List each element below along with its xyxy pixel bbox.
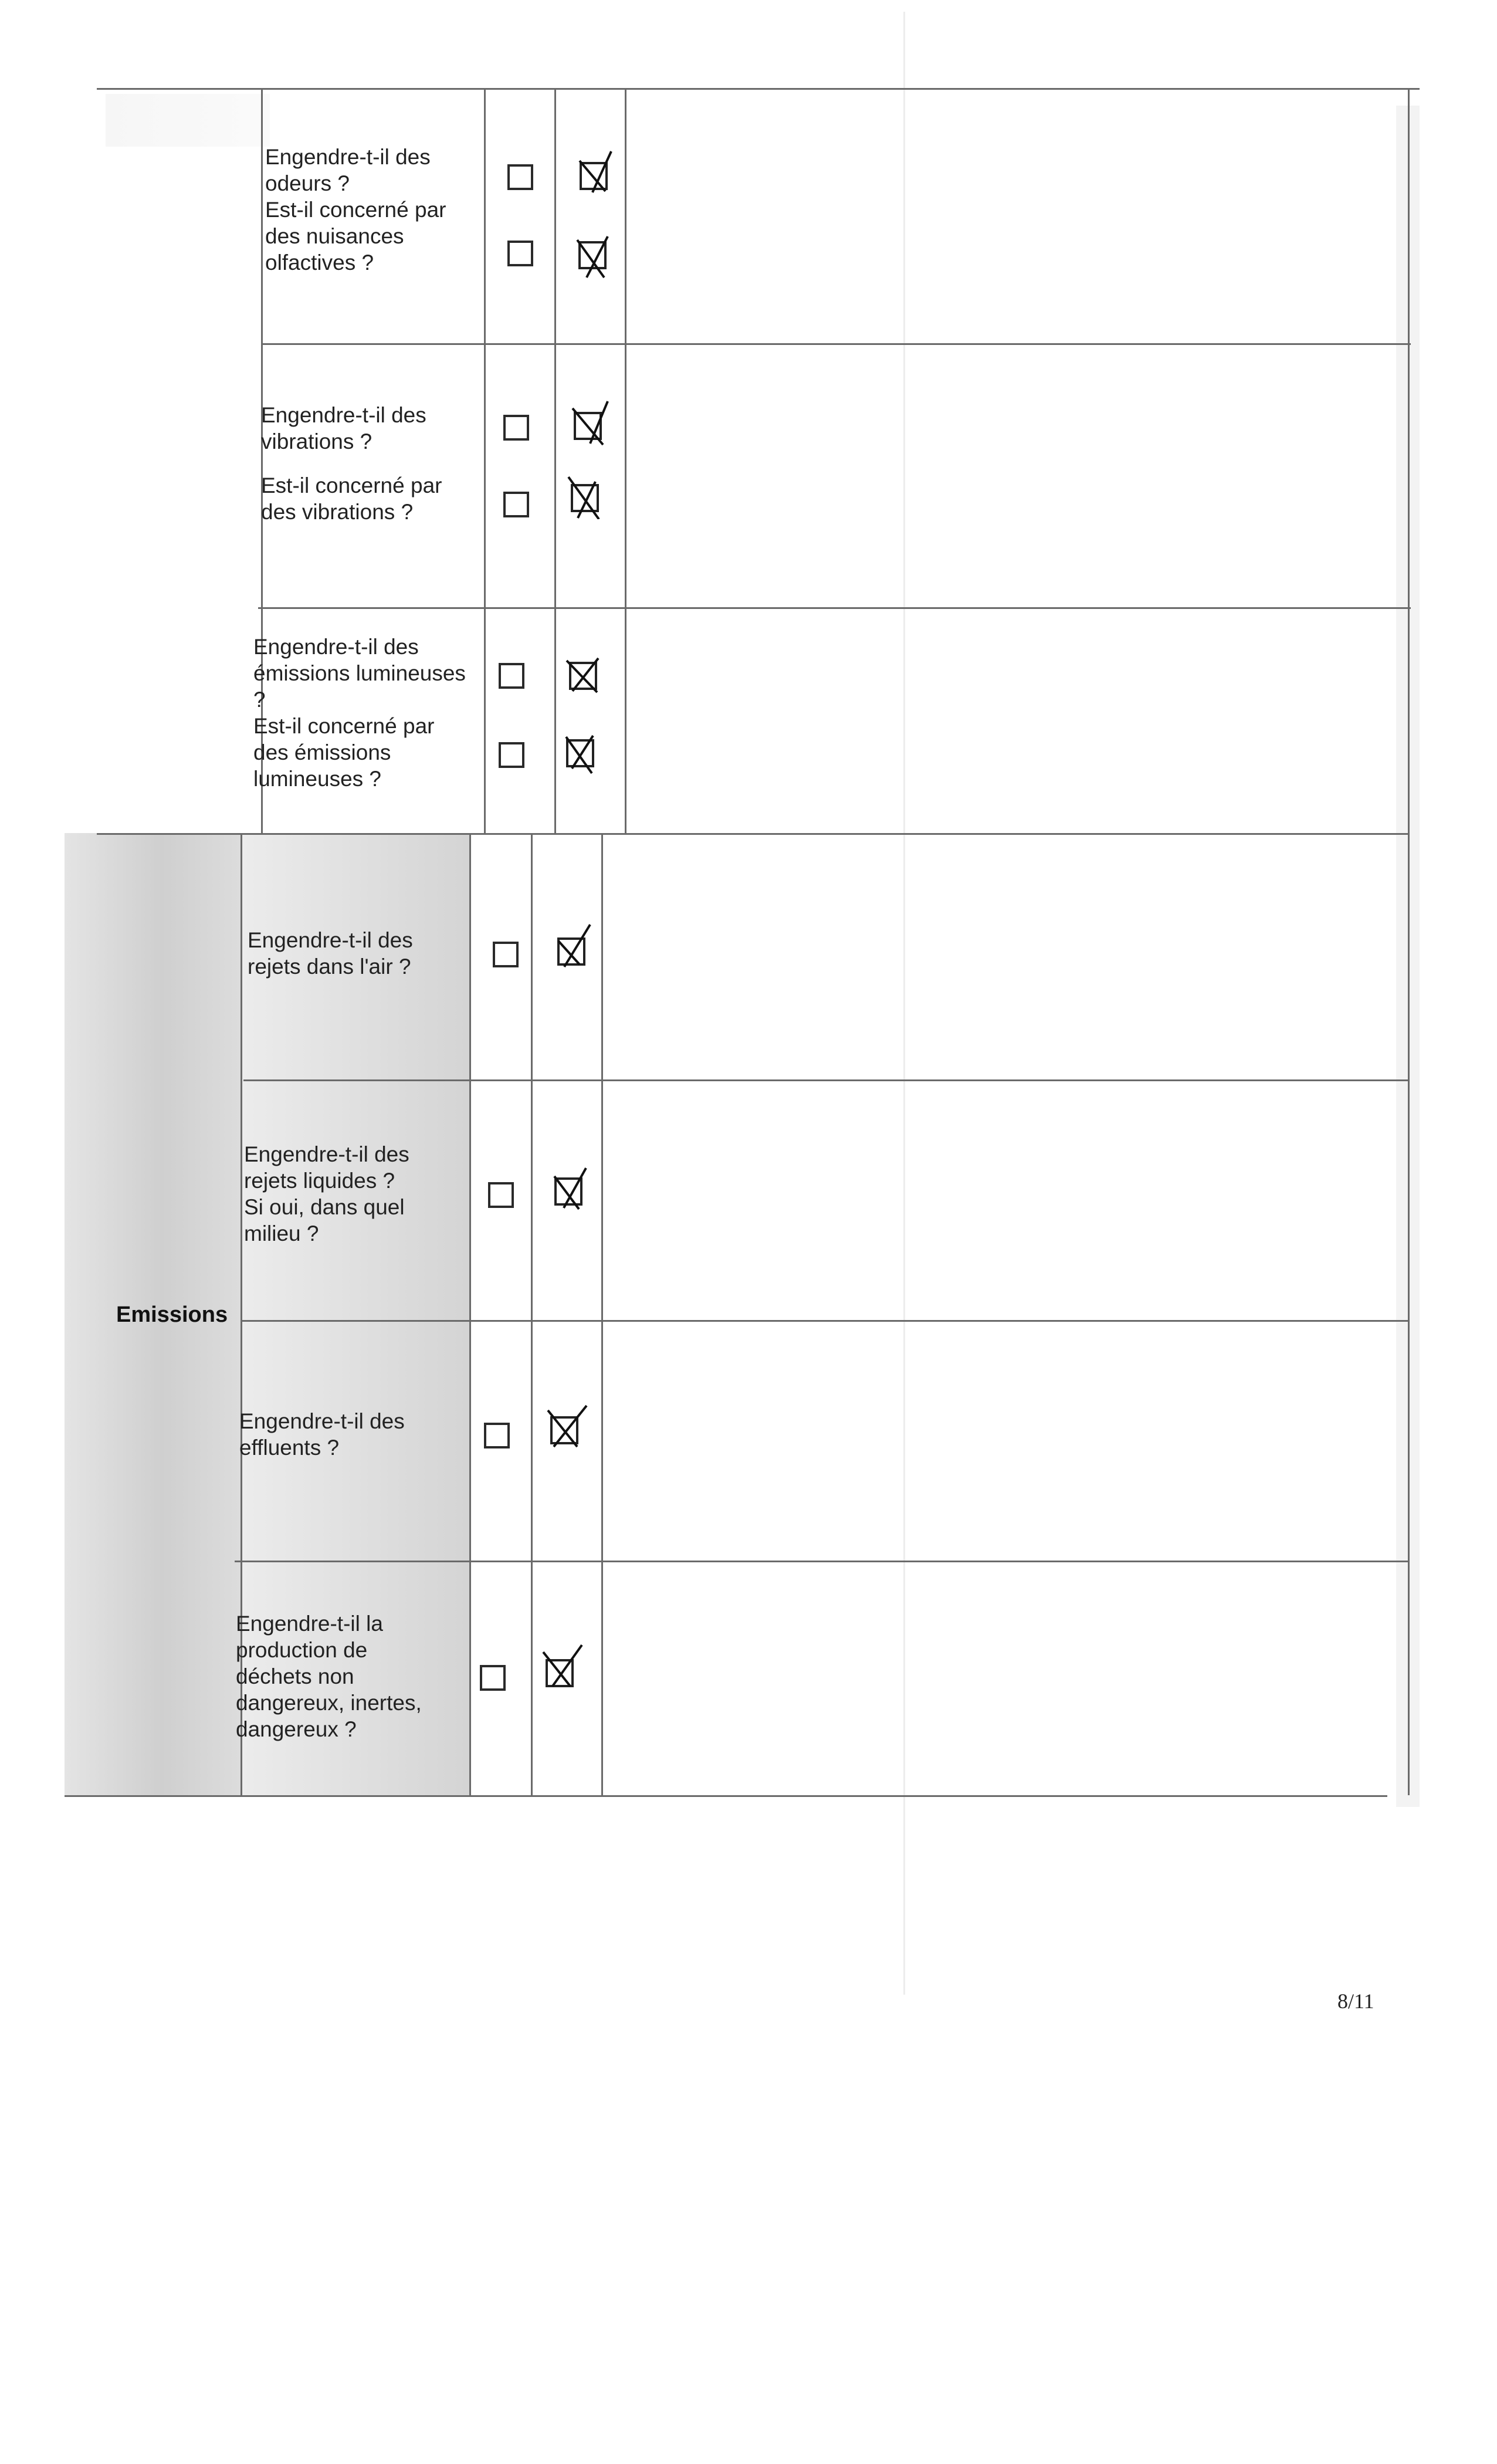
row-border	[65, 1795, 1387, 1797]
checkbox-oui[interactable]	[503, 492, 529, 517]
row-border	[241, 1320, 1408, 1322]
page-number: 8/11	[1337, 1989, 1374, 2013]
col-border	[531, 833, 533, 1795]
checkbox-oui[interactable]	[503, 415, 529, 441]
col-border	[625, 88, 626, 833]
question-rejets-liquides: Engendre-t-il des rejets liquides ? Si oui, dans quel milieu ?	[244, 1142, 409, 1245]
question-vibrations-concerne: Est-il concerné par des vibrations ?	[261, 473, 442, 524]
checkbox-oui[interactable]	[499, 663, 524, 689]
checkbox-non-checked[interactable]	[540, 1643, 587, 1690]
section-label-emissions: Emissions	[116, 1302, 228, 1327]
row-border	[243, 1079, 1408, 1081]
col-border	[601, 833, 603, 1795]
checkbox-oui[interactable]	[507, 164, 533, 190]
question-rejets-air: Engendre-t-il des rejets dans l'air ?	[248, 928, 413, 979]
checkbox-oui[interactable]	[484, 1423, 510, 1448]
faded-section-header	[106, 94, 270, 147]
checkbox-non-checked[interactable]	[575, 148, 622, 195]
question-dechets: Engendre-t-il la production de déchets non dangereux, inertes, dangereux ?	[236, 1612, 422, 1741]
checkbox-oui[interactable]	[493, 942, 519, 967]
question-vibrations-engendre: Engendre-t-il des vibrations ?	[261, 403, 426, 453]
checkbox-non-checked[interactable]	[574, 232, 621, 279]
checkbox-non-checked[interactable]	[551, 921, 598, 968]
scan-fold-line	[903, 12, 905, 1995]
col-border	[469, 833, 471, 1795]
checkbox-oui[interactable]	[480, 1665, 506, 1691]
checkbox-non-checked[interactable]	[544, 1402, 591, 1449]
question-emissions-lumineuses: Engendre-t-il des émissions lumineuses ? Est-il concerné par des émissions lumineuses ?	[253, 635, 466, 791]
row-border	[97, 833, 1408, 835]
col-border	[484, 88, 486, 833]
row-border	[235, 1561, 1408, 1562]
checkbox-non-checked[interactable]	[548, 1165, 595, 1211]
checkbox-oui[interactable]	[507, 241, 533, 266]
question-effluents: Engendre-t-il des effluents ?	[239, 1409, 405, 1460]
col-border	[1408, 88, 1410, 1795]
row-border	[97, 88, 1420, 90]
checkbox-non-checked[interactable]	[563, 651, 610, 698]
row-border	[261, 343, 1411, 345]
checkbox-non-checked[interactable]	[566, 472, 613, 519]
checkbox-non-checked[interactable]	[560, 727, 607, 774]
checkbox-oui[interactable]	[488, 1182, 514, 1208]
question-odeurs: Engendre-t-il des odeurs ? Est-il concerné par des nuisances olfactives ?	[265, 145, 446, 275]
row-border	[258, 607, 1411, 609]
checkbox-oui[interactable]	[499, 742, 524, 768]
checkbox-non-checked[interactable]	[569, 399, 616, 446]
col-border	[554, 88, 556, 833]
